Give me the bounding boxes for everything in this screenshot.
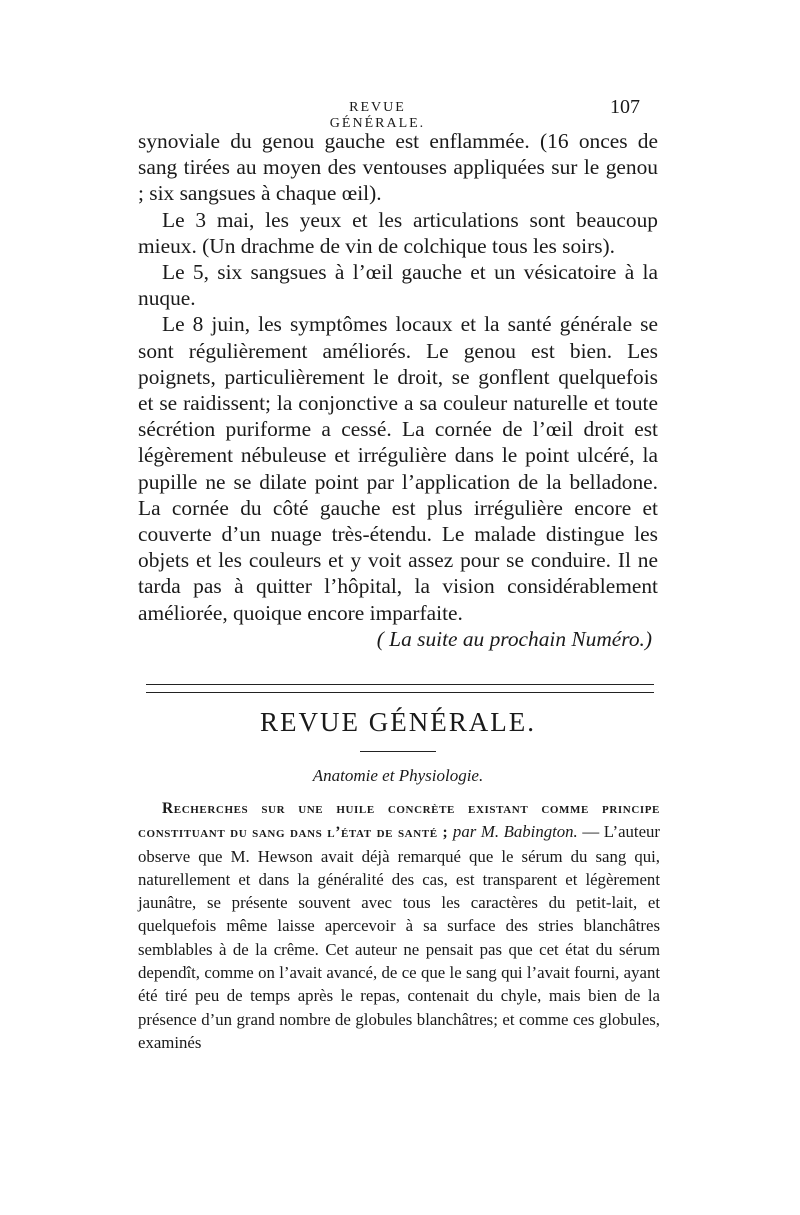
continuation-note: ( La suite au prochain Numéro.) (376, 626, 652, 651)
section-divider (146, 684, 654, 693)
section-title: REVUE GÉNÉRALE. (260, 707, 536, 737)
paragraph-1: synoviale du genou gauche est enflammée. (16 onces de sang tirées au moyen des ventouses appliquées sur le genou ; six sangsues à chaque œil). (138, 129, 658, 206)
article-author: par M. Babington. (452, 822, 578, 842)
paragraph-3: Le 5, six sangsues à l’œil gauche et un vésicatoire à la nuque. (138, 260, 658, 311)
article (138, 796, 660, 1054)
running-head: REVUE GÉNÉRALE. (329, 100, 426, 131)
page-number: 107 (610, 96, 640, 118)
title-underline (360, 751, 436, 752)
article-text: — L’auteur observe que M. Hewson avait déjà remarqué que le sérum du sang qui, naturellement et dans la généralité des cas, est transparent et légèrement jaunâtre, se présente souvent avec tous les caractères du petit-lait, et quelquefois même laisse apercevoir à sa surface des stries blanchâtres semblables à de la crême. Cet auteur ne pensait pas que cet état du sérum dependît, comme on l’avait avancé, de ce que le sang qui l’avait fourni, ayant été tiré peu de temps après le repas, contenait du chyle, mais bien de la présence d’un grand nombre de globules blanchâtres; et comme ces globules, examinés (138, 822, 661, 1052)
article-paragraph (138, 796, 660, 1054)
paragraph-2: Le 3 mai, les yeux et les articulations sont beaucoup mieux. (Un drachme de vin de colchique tous les soirs). (138, 207, 658, 258)
subsection-title: Anatomie et Physiologie. (312, 766, 484, 785)
case-report-text (138, 128, 658, 652)
article-title: Recherches sur une huile concrète existant comme principe constituant du sang dans l’état de santé ; (138, 800, 660, 842)
paragraph-4: Le 8 juin, les symptômes locaux et la santé générale se sont régulièrement améliorés. Le genou est bien. Les poignets, particulièrement le droit, se gonflent quelquefois et se raidissent; la conjonctive a sa couleur naturelle et toute sécrétion puriforme a cessé. La cornée de l’œil droit est légèrement nébuleuse et irrégulière dans le point ulcéré, la pupille ne se dilate point par l’application de la belladone. La cornée du côté gauche est plus irrégulière encore et couverte d’un nuage très-étendu. Le malade distingue les objets et les couleurs et y voit assez pour se conduire. Il ne tarda pas à quitter l’hôpital, la vision considérablement améliorée, quoique encore imparfaite. (138, 312, 658, 625)
